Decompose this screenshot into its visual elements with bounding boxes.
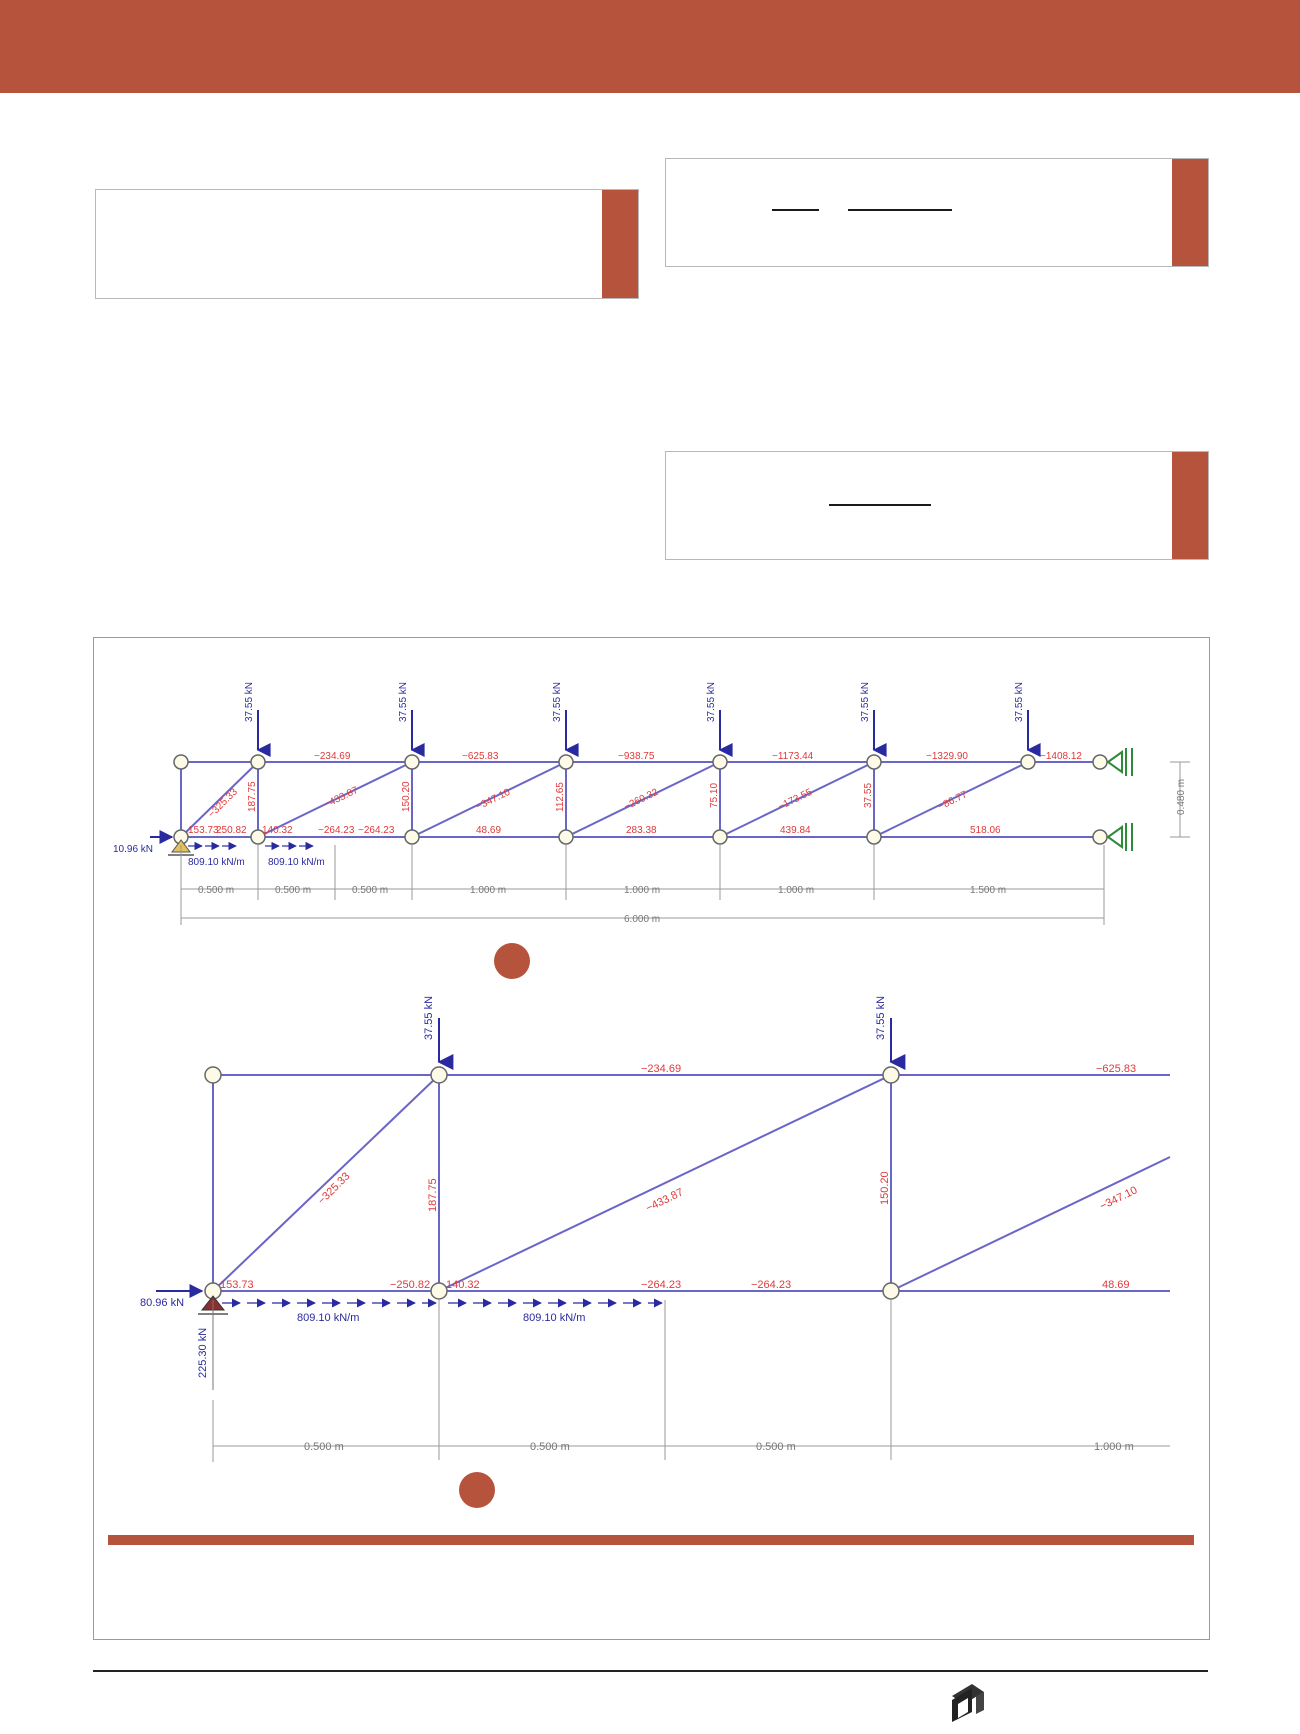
member-force: −250.82	[390, 1279, 431, 1291]
load-label: 37.55 kN	[706, 681, 717, 722]
load-label: 37.55 kN	[552, 681, 563, 722]
publisher-logo-icon	[948, 1682, 988, 1724]
member-force: −347.10	[474, 786, 513, 813]
member-force: 140.32	[262, 825, 293, 836]
member-force: 150.20	[879, 1171, 891, 1205]
dimension-label: 0.500 m	[530, 1441, 570, 1453]
member-force: 283.38	[626, 825, 657, 836]
figure-badge-b	[459, 1472, 495, 1508]
member-force: −433.87	[322, 784, 361, 811]
member-force: 153.73	[220, 1279, 254, 1291]
reaction-label: 225.30 kN	[197, 1327, 209, 1378]
member-force: −234.69	[641, 1063, 682, 1075]
member-force: −173.55	[776, 786, 815, 813]
node	[883, 1283, 899, 1299]
dimension-label: 0.500 m	[304, 1441, 344, 1453]
diagonal-member	[891, 1157, 1170, 1291]
member-force: −325.33	[206, 786, 240, 821]
member-force: 150.20	[401, 781, 412, 812]
dimension-label: 1.000 m	[1094, 1441, 1134, 1453]
load-label: 37.55 kN	[244, 681, 255, 722]
member-force: −938.75	[618, 751, 655, 762]
diagonal-member	[439, 1075, 891, 1291]
distributed-load-label: 809.10 kN/m	[188, 857, 245, 868]
member-force: −234.69	[314, 751, 351, 762]
member-force: −264.23	[318, 825, 355, 836]
member-force: 140.32	[446, 1279, 480, 1291]
dimension-label: 1.500 m	[970, 885, 1007, 896]
footer-rule	[93, 1670, 1208, 1672]
load-label: 37.55 kN	[860, 681, 871, 722]
total-length-label: 6.000 m	[624, 914, 661, 925]
member-force: 75.10	[709, 782, 720, 808]
caption-bar	[108, 1535, 1194, 1545]
load-label: 37.55 kN	[423, 995, 435, 1040]
dimension-label: 0.500 m	[756, 1441, 796, 1453]
member-force: −264.23	[358, 825, 395, 836]
dimension-label: 1.000 m	[624, 885, 661, 896]
member-force: −1173.44	[772, 751, 814, 762]
diagonal-member	[213, 1075, 439, 1291]
height-label: 0.480 m	[1176, 778, 1187, 815]
member-force: −1408.12	[1040, 751, 1082, 762]
node	[205, 1067, 221, 1083]
member-force: −347.10	[1098, 1184, 1140, 1213]
member-force: −325.33	[315, 1170, 353, 1208]
member-force: 187.75	[427, 1178, 439, 1212]
member-force: 48.69	[476, 825, 502, 836]
node	[431, 1283, 447, 1299]
member-force: −264.23	[641, 1279, 682, 1291]
member-force: 37.55	[863, 782, 874, 808]
dimension-label: 1.000 m	[778, 885, 815, 896]
member-force: 48.69	[1102, 1279, 1130, 1291]
distributed-load-label: 809.10 kN/m	[297, 1312, 360, 1324]
member-force: −625.83	[1096, 1063, 1137, 1075]
member-force: −433.87	[644, 1186, 686, 1215]
member-force: −86.77	[936, 789, 970, 813]
member-force: 439.84	[780, 825, 811, 836]
member-force: −260.32	[622, 786, 661, 813]
load-label: 37.55 kN	[1014, 681, 1025, 722]
member-force: 187.75	[247, 781, 258, 812]
dimension-label: 0.500 m	[352, 885, 389, 896]
dimension-label: 0.500 m	[275, 885, 312, 896]
dimension-label: 0.500 m	[198, 885, 235, 896]
reaction-label: 10.96 kN	[113, 844, 154, 855]
member-force: −1329.90	[926, 751, 968, 762]
member-force: 153.73	[188, 825, 219, 836]
load-label: 37.55 kN	[398, 681, 409, 722]
load-label: 37.55 kN	[875, 995, 887, 1040]
member-force: −625.83	[462, 751, 499, 762]
member-force: −264.23	[751, 1279, 792, 1291]
member-force: 250.82	[216, 825, 247, 836]
reaction-label: 80.96 kN	[140, 1297, 185, 1309]
node	[431, 1067, 447, 1083]
dimension-label: 1.000 m	[470, 885, 507, 896]
distributed-load-label: 809.10 kN/m	[523, 1312, 586, 1324]
distributed-load-label: 809.10 kN/m	[268, 857, 325, 868]
node	[883, 1067, 899, 1083]
member-force: 518.06	[970, 825, 1001, 836]
member-force: 112.65	[555, 782, 566, 812]
